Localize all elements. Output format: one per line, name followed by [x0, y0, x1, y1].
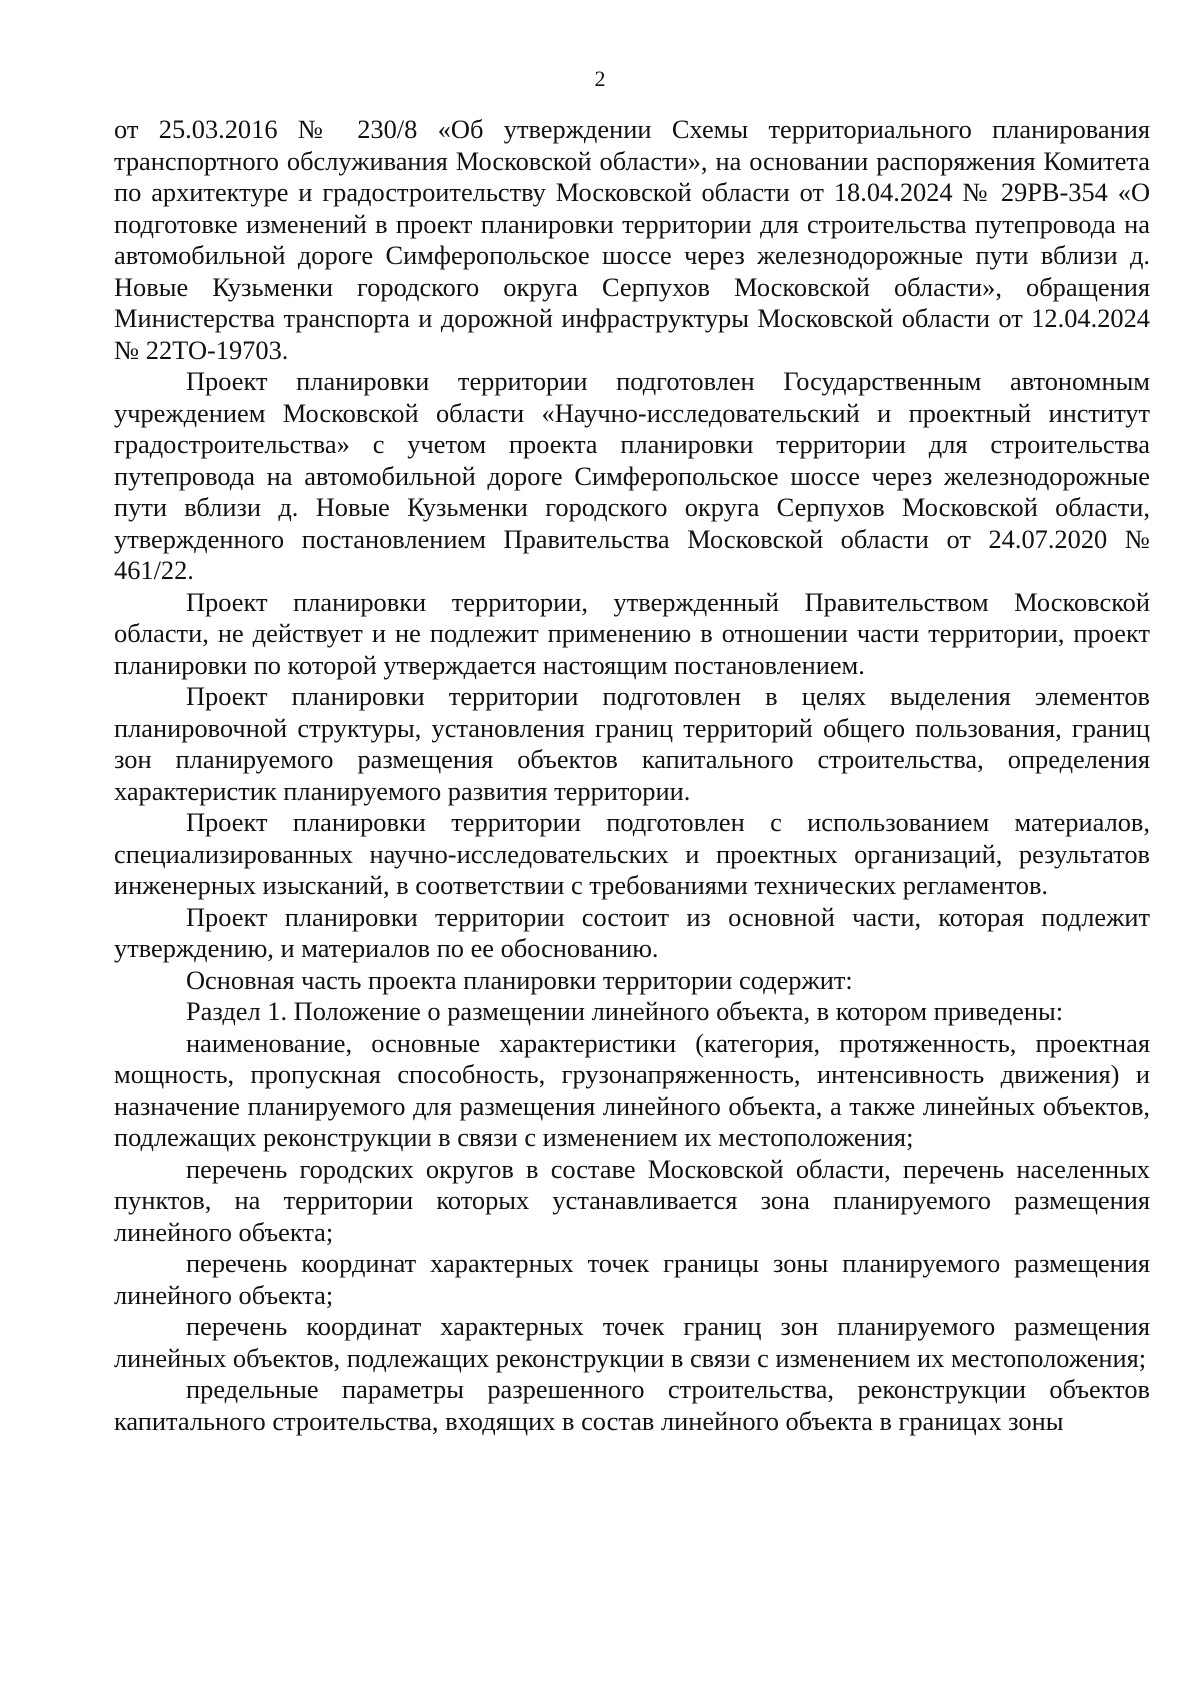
paragraph-previous-project-invalid: Проект планировки территории, утвержденный Правительством Московской области, не действует и не подлежит применению в отношении части территории, проект планировки по которой утверждается настоящим постановлением.: [114, 586, 1150, 680]
paragraph-continuation: от 25.03.2016 № 230/8 «Об утверждении Схемы территориального планирования транспортного обслуживания Московской области», на основании распоряжения Комитета по архитектуре и градостроительству Московской области от 18.04.2024 № 29РВ-354 «О подготовке изменений в проект планировки территории для строительства путепровода на автомобильной дороге Симферопольское шоссе через железнодорожные пути вблизи д. Новые Кузьменки городского округа Серпухов Московской области», обращения Министерства транспорта и дорожной инфраструктуры Московской области от 12.04.2024 № 22ТО-19703.: [114, 114, 1150, 365]
paragraph-main-part-contents: Основная часть проекта планировки территории содержит:: [186, 964, 853, 995]
list-item-reconstruction-coordinates: перечень координат характерных точек границ зон планируемого размещения линейных объектов, подлежащих реконструкции в связи с изменением их местоположения;: [114, 1311, 1150, 1373]
paragraph-project-purpose: Проект планировки территории подготовлен в целях выделения элементов планировочной структуры, установления границ территорий общего пользования, границ зон планируемого размещения объектов капитального строительства, определения характеристик планируемого развития территории.: [114, 681, 1150, 806]
list-item-zone-coordinates: перечень координат характерных точек границы зоны планируемого размещения линейного объекта;: [114, 1248, 1150, 1310]
paragraph-project-materials: Проект планировки территории подготовлен с использованием материалов, специализированных научно-исследовательских и проектных организаций, результатов инженерных изысканий, в соответствии с требованиями технических регламентов.: [114, 807, 1150, 900]
page-number: 2: [594, 66, 606, 91]
paragraph-section-1-heading: Раздел 1. Положение о размещении линейного объекта, в котором приведены:: [186, 996, 1064, 1026]
document-body: [114, 114, 1150, 1437]
paragraph-project-composition: Проект планировки территории состоит из основной части, которая подлежит утверждению, и материалов по ее обоснованию.: [114, 901, 1150, 963]
list-item-name-characteristics: наименование, основные характеристики (категория, протяженность, проектная мощность, пропускная способность, грузонапряженность, интенсивность движения) и назначение планируемого для размещения линейного объекта, а также линейных объектов, подлежащих реконструкции в связи с изменением их местоположения;: [114, 1027, 1150, 1152]
paragraph-project-prepared-by: Проект планировки территории подготовлен Государственным автономным учреждением Московской области «Научно-исследовательский и проектный институт градостроительства» с учетом проекта планировки территории для строительства путепровода на автомобильной дороге Симферопольское шоссе через железнодорожные пути вблизи д. Новые Кузьменки городского округа Серпухов Московской области, утвержденного постановлением Правительства Московской области от 24.07.2020 № 461/22.: [114, 366, 1150, 585]
list-item-construction-parameters: предельные параметры разрешенного строительства, реконструкции объектов капитального строительства, входящих в состав линейного объекта в границах зоны: [114, 1374, 1150, 1436]
list-item-districts-list: перечень городских округов в составе Московской области, перечень населенных пунктов, на территории которых устанавливается зона планируемого размещения линейного объекта;: [114, 1153, 1150, 1247]
